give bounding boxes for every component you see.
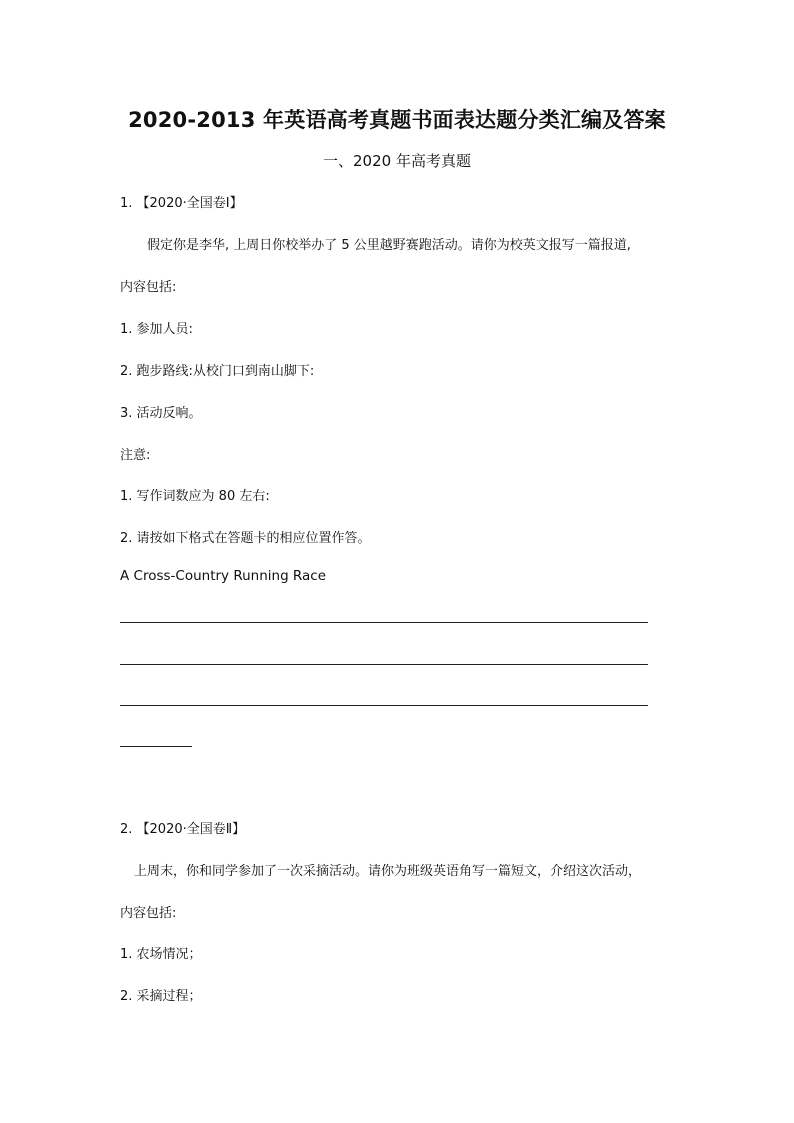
question-1-item: 2. 跑步路线:从校门口到南山脚下:: [120, 364, 315, 379]
note-item: 1. 写作词数应为 80 左右:: [120, 489, 270, 504]
answer-line: [120, 705, 648, 706]
question-1-prompt-line2: 内容包括:: [120, 280, 177, 295]
document-title: 2020-2013 年英语高考真题书面表达题分类汇编及答案: [128, 108, 666, 132]
question-1-item: 3. 活动反响。: [120, 406, 202, 421]
answer-line-short: [120, 746, 192, 747]
answer-line: [120, 622, 648, 623]
note-item: 2. 请按如下格式在答题卡的相应位置作答。: [120, 531, 371, 546]
question-1-prompt-line1: 假定你是李华, 上周日你校举办了 5 公里越野赛跑活动。请你为校英文报写一篇报道,: [147, 238, 631, 253]
question-2-item: 1. 农场情况；: [120, 947, 202, 962]
question-2-item: 2. 采摘过程；: [120, 989, 202, 1004]
question-1-item: 1. 参加人员:: [120, 322, 193, 337]
question-2-prompt-line1: 上周末，你和同学参加了一次采摘活动。请你为班级英语角写一篇短文，介绍这次活动，: [134, 864, 642, 879]
notes-label: 注意:: [120, 448, 151, 463]
question-2-prompt-line2: 内容包括:: [120, 906, 177, 921]
question-2-number: 2. 【2020·全国卷Ⅱ】: [120, 822, 246, 837]
question-1-number: 1. 【2020·全国卷Ⅰ】: [120, 196, 243, 211]
answer-line: [120, 664, 648, 665]
section-heading: 一、2020 年高考真题: [323, 152, 471, 170]
answer-heading: A Cross-Country Running Race: [120, 568, 327, 584]
